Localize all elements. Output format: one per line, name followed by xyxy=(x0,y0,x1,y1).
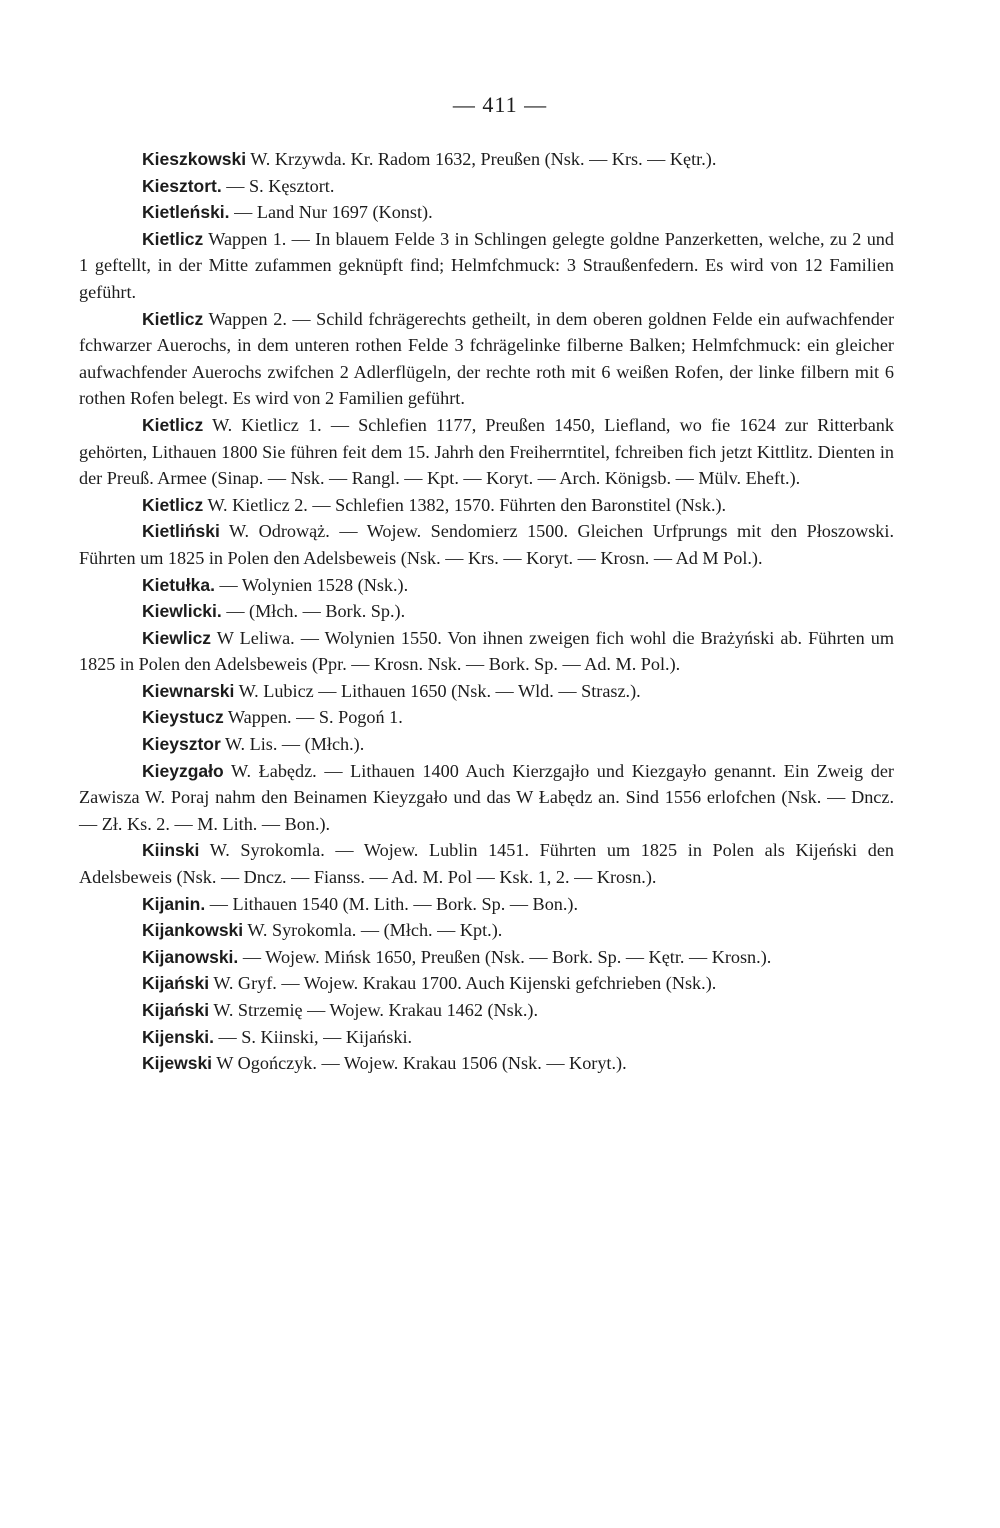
entry xyxy=(79,306,894,412)
entry-text: W. Lis. — (Młch.). xyxy=(220,734,365,755)
entry-text: — S. Kiinski, — Kijański. xyxy=(213,1026,413,1047)
entry xyxy=(79,226,894,306)
entry xyxy=(79,625,894,678)
entry-text: W. Syrokomla. — Wojew. Lublin 1451. Führten um 1825 in Polen als Kijeński den Adelsbeweis (Nsk. — Dncz. — Fianss. — Ad. M. Pol — Ksk. 1, 2. — Krosn.). xyxy=(79,840,894,888)
entry-text: W Ogończyk. — Wojew. Krakau 1506 (Nsk. — Koryt.). xyxy=(212,1053,627,1074)
entry-text: — S. Kęsztort. xyxy=(221,175,335,196)
entry xyxy=(79,572,894,599)
entry xyxy=(79,891,894,918)
entry-text: — Wolynien 1528 (Nsk.). xyxy=(214,574,409,595)
entry-text: W. Syrokomla. — (Młch. — Kpt.). xyxy=(243,920,503,941)
entry xyxy=(79,970,894,997)
entry-list xyxy=(79,146,894,1077)
entry xyxy=(79,997,894,1024)
entry-heading: Kietlicz xyxy=(142,308,204,329)
entry xyxy=(79,837,894,890)
entry-heading: Kiesztort. xyxy=(142,175,222,196)
entry-text: Wappen 2. — Schild fchrägerechts getheilt, in dem oberen goldnen Felde ein aufwachfender fchwarzer Auerochs, in dem unteren rothen Felde 3 fchrägelinke filberne Balken; Helmfchmuck: ein gleicher aufwachfender Auerochs zwifchen 2 Adlerflügeln, der rechte roth mit 6 weißen Rofen, der linke filbern mit 6 rothen Rofen belegt. Es wird von 2 Familien geführt. xyxy=(79,308,894,409)
entry-heading: Kijankowski xyxy=(142,920,244,941)
entry-text: W. Lubicz — Lithauen 1650 (Nsk. — Wld. — Strasz.). xyxy=(234,680,641,701)
entry-heading: Kietliński xyxy=(142,521,220,542)
entry-text: — Lithauen 1540 (M. Lith. — Bork. Sp. — Bon.). xyxy=(205,893,579,914)
entry-heading: Kietleński. xyxy=(142,202,230,223)
entry-heading: Kijański xyxy=(142,1000,210,1020)
entry xyxy=(79,173,894,200)
entry xyxy=(79,412,894,492)
entry-heading: Kieyzgało xyxy=(142,760,224,781)
entry-heading: Kijewski xyxy=(142,1053,213,1074)
entry xyxy=(79,758,894,838)
entry-text: W. Strzemię — Wojew. Krakau 1462 (Nsk.). xyxy=(209,1000,539,1020)
entry-text: — Wojew. Mińsk 1650, Preußen (Nsk. — Bork. Sp. — Kętr. — Krosn.). xyxy=(238,946,772,967)
entry-heading: Kijanowski. xyxy=(142,946,239,967)
entry xyxy=(79,917,894,944)
entry xyxy=(79,1024,894,1051)
entry-text: W. Gryf. — Wojew. Krakau 1700. Auch Kijenski gefchrieben (Nsk.). xyxy=(209,973,717,994)
entry-heading: Kietlicz xyxy=(142,228,204,249)
entry xyxy=(79,492,894,519)
entry xyxy=(79,731,894,758)
page-number: — 411 — xyxy=(452,92,548,117)
entry-heading: Kietułka. xyxy=(142,574,215,595)
entry xyxy=(79,199,894,226)
entry-heading: Kieszkowski xyxy=(142,149,247,169)
entry-text: Wappen 1. — In blauem Felde 3 in Schlingen gelegte goldne Panzerketten, welche, zu 2 und 1 geftellt, in der Mitte zufammen geknüpft find; Helmfchmuck: 3 Straußenfedern. Es wird von 12 Familien geführt. xyxy=(79,228,894,302)
entry-heading: Kietlicz xyxy=(142,494,204,515)
entry-heading: Kiewlicz xyxy=(142,627,212,648)
entry xyxy=(79,704,894,731)
entry-heading: Kiinski xyxy=(142,840,200,861)
entry-heading: Kieysztor xyxy=(142,734,221,755)
entry-text: W. Odrowąż. — Wojew. Sendomierz 1500. Gleichen Urfprungs mit den Płoszowski. Führten um 1825 in Polen den Adelsbeweis (Nsk. — Krs. — Koryt. — Krosn. — Ad M Pol.). xyxy=(79,521,894,568)
entry-text: — Land Nur 1697 (Konst). xyxy=(229,202,433,223)
entry-heading: Kietlicz xyxy=(142,414,204,435)
entry xyxy=(79,1050,894,1077)
entry-heading: Kiewlicki. xyxy=(142,601,222,622)
entry xyxy=(79,944,894,971)
entry-heading: Kijenski. xyxy=(142,1026,214,1047)
entry-text: W. Kietlicz 2. — Schlefien 1382, 1570. Führten den Baronstitel (Nsk.). xyxy=(203,494,727,515)
entry-text: — (Młch. — Bork. Sp.). xyxy=(221,601,406,622)
entry-heading: Kijanin. xyxy=(142,893,206,914)
entry-text: Wappen. — S. Pogoń 1. xyxy=(223,707,403,728)
entry-text: W. Łabędz. — Lithauen 1400 Auch Kierzgajło und Kiezgayło genannt. Ein Zweig der Zawisza W. Poraj nahm den Beinamen Kieyzgało und das W Łabędz an. Sind 1556 erlofchen (Nsk. — Dncz. — Zł. Ks. 2. — M. Lith. — Bon.). xyxy=(79,760,894,834)
entry xyxy=(79,678,894,705)
entry-text: W. Kietlicz 1. — Schlefien 1177, Preußen 1450, Liefland, wo fie 1624 zur Ritterbank gehörten, Lithauen 1800 Sie führen feit dem 15. Jahrh den Freiherrntitel, fchreiben fich jetzt Kittlitz. Dienten in der Preuß. Armee (Sinap. — Nsk. — Rangl. — Kpt. — Koryt. — Arch. Königsb. — Mülv. Eheft.). xyxy=(79,414,894,489)
entry xyxy=(79,146,894,173)
entry-heading: Kijański xyxy=(142,973,210,994)
entry xyxy=(79,518,894,571)
entry xyxy=(79,598,894,625)
entry-text: W Leliwa. — Wolynien 1550. Von ihnen zweigen fich wohl die Brażyński ab. Führten um 1825 in Polen den Adelsbeweis (Ppr. — Krosn. Nsk. — Bork. Sp. — Ad. M. Pol.). xyxy=(79,627,894,675)
entry-heading: Kiewnarski xyxy=(142,680,235,701)
entry-text: W. Krzywda. Kr. Radom 1632, Preußen (Nsk. — Krs. — Kętr.). xyxy=(246,149,717,169)
entry-heading: Kieystucz xyxy=(142,707,224,728)
